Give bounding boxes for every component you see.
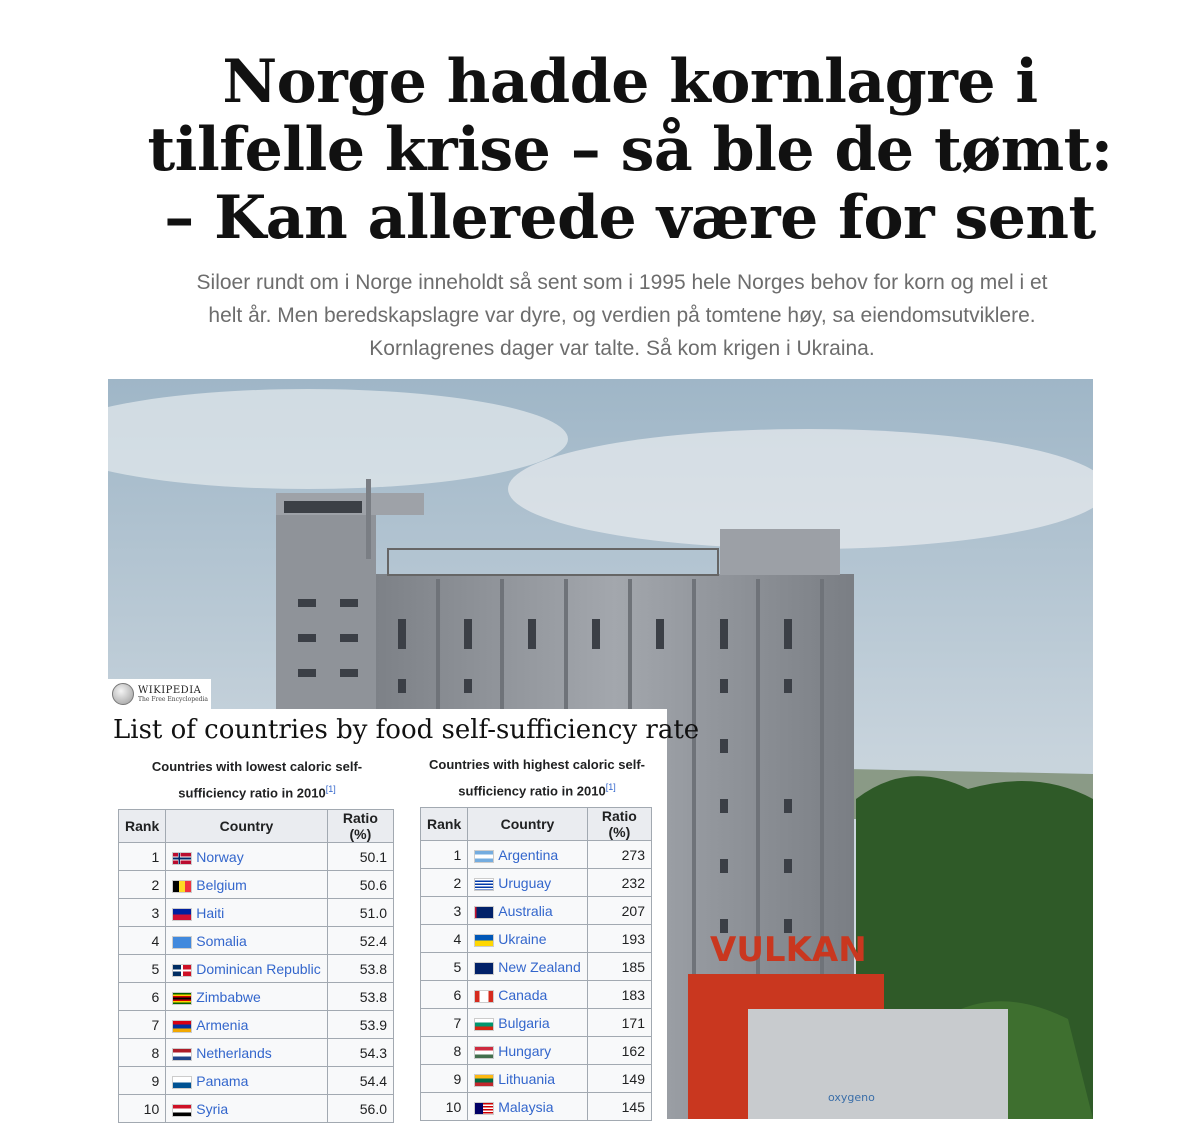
ratio-cell: 53.9: [327, 1011, 393, 1039]
country-cell: [468, 869, 588, 897]
table-row: [119, 927, 394, 955]
rank-cell: 10: [421, 1093, 468, 1121]
armenia-flag-icon: [172, 1020, 192, 1033]
wikipedia-page-title: List of countries by food self-sufficiency rate: [113, 715, 700, 745]
wikipedia-wordmark: WIKIPEDIA: [138, 685, 202, 696]
article-headline: [60, 48, 1200, 252]
white-building: [748, 1009, 1008, 1119]
country-cell: [468, 841, 588, 869]
country-cell: [166, 843, 328, 871]
rank-cell: 8: [119, 1039, 166, 1067]
col-header-ratio[interactable]: Ratio (%): [327, 810, 393, 843]
ratio-cell: 54.3: [327, 1039, 393, 1067]
highest-sufficiency-table: [420, 807, 652, 1121]
country-link[interactable]: Syria: [196, 1100, 229, 1117]
table-row: [119, 1095, 394, 1123]
rank-cell: 6: [119, 983, 166, 1011]
country-link[interactable]: Australia: [498, 902, 553, 919]
country-cell: [166, 983, 328, 1011]
table-row: [119, 1039, 394, 1067]
country-link[interactable]: Panama: [196, 1072, 249, 1089]
table-row: [119, 1067, 394, 1095]
col-header-ratio[interactable]: Ratio (%): [587, 808, 651, 841]
ratio-cell: 193: [587, 925, 651, 953]
lede-line: Siloer rundt om i Norge inneholdt så sent som i 1995 hele Norges behov for korn og mel i et: [196, 271, 1048, 294]
country-link[interactable]: Argentina: [498, 846, 559, 863]
country-link[interactable]: Canada: [498, 986, 548, 1003]
hungary-flag-icon: [474, 1046, 494, 1059]
table-row: [119, 871, 394, 899]
vulkan-sign: VULKAN: [710, 930, 867, 970]
country-link[interactable]: Hungary: [498, 1042, 552, 1059]
roof-structure: [720, 529, 840, 575]
rank-cell: 1: [119, 843, 166, 871]
table-row: [119, 955, 394, 983]
table-row: [421, 1037, 652, 1065]
rank-cell: 2: [421, 869, 468, 897]
ratio-cell: 185: [587, 953, 651, 981]
norway-flag-icon: [172, 852, 192, 865]
rank-cell: 3: [421, 897, 468, 925]
australia-flag-icon: [474, 906, 494, 919]
country-cell: [166, 1095, 328, 1123]
panama-flag-icon: [172, 1076, 192, 1089]
ratio-cell: 162: [587, 1037, 651, 1065]
highest-table-caption: [420, 754, 654, 802]
country-link[interactable]: Armenia: [196, 1016, 249, 1033]
lowest-table-caption: [118, 756, 396, 804]
headline-line: tilfelle krise – så ble de tømt:: [147, 115, 1113, 185]
rank-cell: 7: [421, 1009, 468, 1037]
bulgaria-flag-icon: [474, 1018, 494, 1031]
netherlands-flag-icon: [172, 1048, 192, 1061]
headline-line: – Kan allerede være for sent: [164, 183, 1096, 253]
country-cell: [468, 1065, 588, 1093]
ukraine-flag-icon: [474, 934, 494, 947]
country-link[interactable]: New Zealand: [498, 958, 581, 975]
country-link[interactable]: Uruguay: [498, 874, 552, 891]
col-header-rank[interactable]: Rank: [421, 808, 468, 841]
country-cell: [468, 1037, 588, 1065]
wikipedia-globe-icon: [112, 683, 134, 705]
wikipedia-overlay: [108, 709, 700, 1119]
country-link[interactable]: Dominican Republic: [196, 960, 321, 977]
country-link[interactable]: Zimbabwe: [196, 988, 261, 1005]
table-row: [421, 1065, 652, 1093]
table-row: [421, 869, 652, 897]
lede-line: Kornlagrenes dager var talte. Så kom krigen i Ukraina.: [369, 337, 875, 360]
dominican-flag-icon: [172, 964, 192, 977]
rank-cell: 9: [119, 1067, 166, 1095]
country-cell: [166, 1011, 328, 1039]
ratio-cell: 53.8: [327, 955, 393, 983]
country-cell: [166, 927, 328, 955]
ratio-cell: 149: [587, 1065, 651, 1093]
ratio-cell: 232: [587, 869, 651, 897]
table-row: [421, 1093, 652, 1121]
country-cell: [468, 925, 588, 953]
col-header-rank[interactable]: Rank: [119, 810, 166, 843]
col-header-country[interactable]: Country: [468, 808, 588, 841]
ratio-cell: 145: [587, 1093, 651, 1121]
syria-flag-icon: [172, 1104, 192, 1117]
country-cell: [468, 1009, 588, 1037]
rank-cell: 1: [421, 841, 468, 869]
wikipedia-tagline: The Free Encyclopedia: [138, 696, 208, 703]
table-row: [119, 843, 394, 871]
table-row: [119, 983, 394, 1011]
lede-line: helt år. Men beredskapslagre var dyre, og verdien på tomtene høy, sa eiendomsutviklere.: [208, 304, 1036, 327]
uruguay-flag-icon: [474, 878, 494, 891]
tower-windows: [284, 501, 362, 513]
rank-cell: 10: [119, 1095, 166, 1123]
belgium-flag-icon: [172, 880, 192, 893]
oxygeno-sign: oxygeno: [828, 1091, 875, 1104]
country-link[interactable]: Lithuania: [498, 1070, 556, 1087]
table-row: [421, 897, 652, 925]
country-link[interactable]: Haiti: [196, 904, 225, 921]
caption-line: Countries with highest caloric self-: [429, 757, 645, 772]
rank-cell: 3: [119, 899, 166, 927]
caption-line: Countries with lowest caloric self-: [151, 759, 363, 774]
country-link[interactable]: Belgium: [196, 876, 247, 893]
argentina-flag-icon: [474, 850, 494, 863]
rank-cell: 2: [119, 871, 166, 899]
ratio-cell: 51.0: [327, 899, 393, 927]
lithuania-flag-icon: [474, 1074, 494, 1087]
malaysia-flag-icon: [474, 1102, 494, 1115]
rank-cell: 7: [119, 1011, 166, 1039]
country-link[interactable]: Somalia: [196, 932, 247, 949]
somalia-flag-icon: [172, 936, 192, 949]
ratio-cell: 50.1: [327, 843, 393, 871]
country-cell: [166, 899, 328, 927]
lowest-table-block: [118, 756, 396, 1123]
rank-cell: 9: [421, 1065, 468, 1093]
country-cell: [166, 871, 328, 899]
ratio-cell: 183: [587, 981, 651, 1009]
country-cell: [468, 897, 588, 925]
table-row: [421, 953, 652, 981]
table-row: [421, 1009, 652, 1037]
highest-table-block: [420, 754, 654, 1121]
canada-flag-icon: [474, 990, 494, 1003]
rank-cell: 5: [119, 955, 166, 983]
zimbabwe-flag-icon: [172, 992, 192, 1005]
headline-line: Norge hadde kornlagre i: [222, 47, 1038, 117]
caption-line: sufficiency ratio in 2010: [458, 783, 606, 799]
country-cell: [468, 981, 588, 1009]
reference-link[interactable]: [1]: [605, 782, 616, 792]
newzealand-flag-icon: [474, 962, 494, 975]
ratio-cell: 207: [587, 897, 651, 925]
wikipedia-logo: [108, 679, 211, 709]
chimney: [366, 479, 371, 559]
country-cell: [468, 1093, 588, 1121]
country-link[interactable]: Ukraine: [498, 930, 547, 947]
table-row: [421, 981, 652, 1009]
ratio-cell: 273: [587, 841, 651, 869]
country-cell: [166, 1067, 328, 1095]
country-link[interactable]: Netherlands: [196, 1044, 272, 1061]
article-lede: [130, 266, 1114, 365]
rank-cell: 4: [119, 927, 166, 955]
caption-line: sufficiency ratio in 2010: [178, 785, 326, 801]
ratio-cell: 53.8: [327, 983, 393, 1011]
country-cell: [166, 1039, 328, 1067]
ratio-cell: 52.4: [327, 927, 393, 955]
country-link[interactable]: Malaysia: [498, 1098, 554, 1115]
table-row: [119, 899, 394, 927]
ratio-cell: 54.4: [327, 1067, 393, 1095]
reference-link[interactable]: [1]: [325, 784, 336, 794]
rank-cell: 8: [421, 1037, 468, 1065]
table-row: [421, 841, 652, 869]
country-cell: [468, 953, 588, 981]
ratio-cell: 171: [587, 1009, 651, 1037]
haiti-flag-icon: [172, 908, 192, 921]
country-link[interactable]: Bulgaria: [498, 1014, 550, 1031]
rank-cell: 6: [421, 981, 468, 1009]
rank-cell: 5: [421, 953, 468, 981]
ratio-cell: 50.6: [327, 871, 393, 899]
rank-cell: 4: [421, 925, 468, 953]
lowest-sufficiency-table: [118, 809, 394, 1123]
table-row: [421, 925, 652, 953]
country-link[interactable]: Norway: [196, 848, 244, 865]
table-row: [119, 1011, 394, 1039]
col-header-country[interactable]: Country: [166, 810, 328, 843]
ratio-cell: 56.0: [327, 1095, 393, 1123]
country-cell: [166, 955, 328, 983]
